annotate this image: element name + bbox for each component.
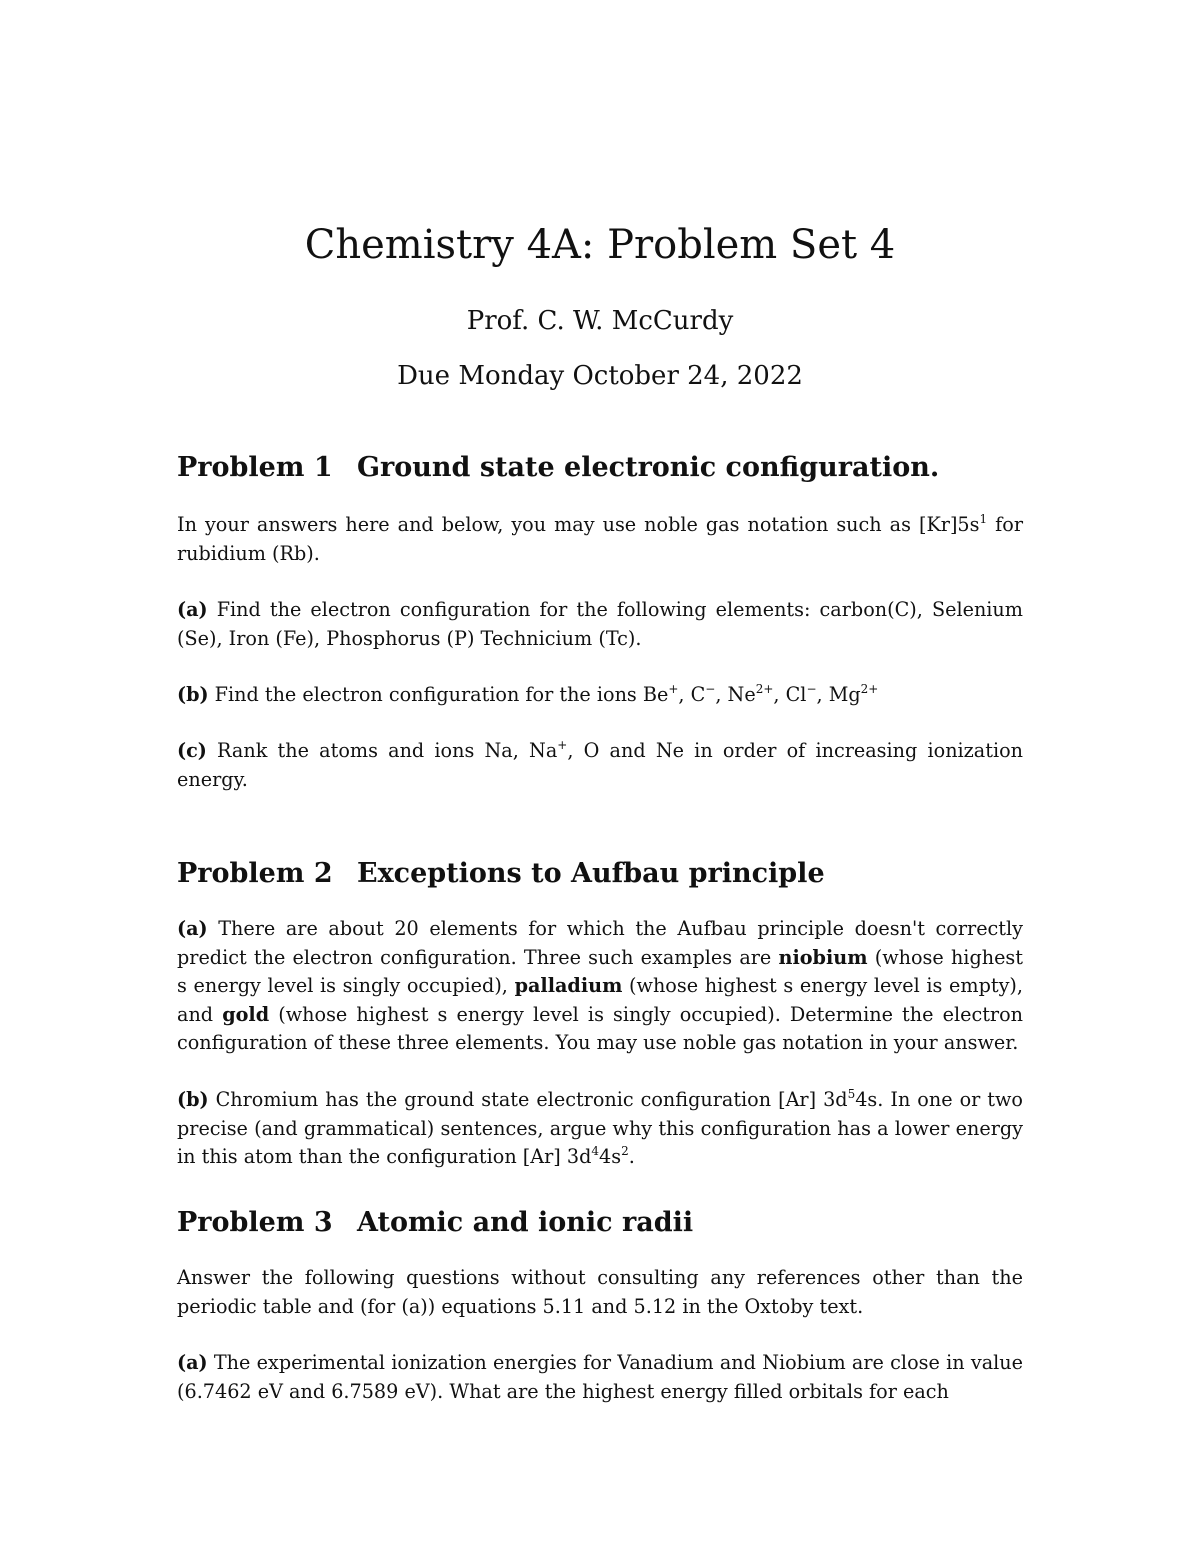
- text-run: .: [628, 1145, 635, 1168]
- text-run: (whose highest s energy level is singly occupied),: [177, 945, 1023, 997]
- superscript: −: [705, 682, 716, 696]
- text-run: 4s: [599, 1145, 622, 1168]
- problem-1a: [177, 596, 1023, 653]
- superscript: −: [806, 682, 817, 696]
- part-label: (a): [177, 598, 208, 621]
- problem-1b: [177, 681, 1023, 710]
- problem-3-title: Atomic and ionic radii: [357, 1207, 694, 1238]
- part-label: (c): [177, 739, 207, 762]
- text-run: The experimental ionization energies for Vanadium and Niobium are close in value (6.7462 eV and 6.7589 eV). What are the highest energy filled orbitals for each: [177, 1351, 1023, 1403]
- text-run: (whose highest s energy level is singly occupied). Determine the electron configuration of these three elements. You may use noble gas notation in your answer.: [177, 1002, 1023, 1054]
- text-run: Find the electron configuration for the following elements: carbon(C), Selenium (Se), Iron (Fe), Phosphorus (P) Technicium (Tc).: [177, 598, 1023, 650]
- problem-2a: [177, 915, 1023, 1058]
- problem-1-number: Problem 1: [177, 452, 333, 483]
- problem-1-intro: [177, 511, 1023, 568]
- superscript: +: [668, 682, 679, 696]
- part-label: (a): [177, 1351, 208, 1374]
- problem-2-title: Exceptions to Aufbau principle: [357, 858, 825, 889]
- bold-term: palladium: [514, 974, 623, 997]
- superscript: 1: [979, 512, 988, 526]
- text-run: , C: [678, 683, 706, 706]
- problem-1-title: Ground state electronic configuration.: [357, 452, 940, 483]
- author-line: Prof. C. W. McCurdy: [466, 306, 734, 336]
- bold-term: niobium: [778, 945, 868, 969]
- document-title: Chemistry 4A: Problem Set 4: [304, 222, 896, 268]
- superscript: +: [557, 738, 568, 752]
- part-label: (a): [177, 917, 208, 940]
- text-run: , Cl: [773, 683, 807, 706]
- superscript: 2+: [860, 682, 879, 696]
- superscript: 2+: [755, 682, 774, 696]
- text-run: , Mg: [816, 683, 861, 706]
- problem-3-number: Problem 3: [177, 1207, 333, 1238]
- problem-3a: [177, 1349, 1023, 1406]
- text-run: , Ne: [715, 683, 756, 706]
- problem-1c: [177, 737, 1023, 794]
- due-date: Due Monday October 24, 2022: [397, 361, 803, 391]
- text-run: In your answers here and below, you may use noble gas notation such as [Kr]5s: [177, 513, 980, 536]
- problem-2-heading: [177, 858, 1027, 889]
- text-run: for rubidium (Rb).: [177, 513, 1023, 565]
- problem-2-number: Problem 2: [177, 858, 333, 889]
- superscript: 4: [591, 1144, 600, 1158]
- text-run: There are about 20 elements for which the Aufbau principle doesn't correctly predict the electron configuration. Three such examples are: [177, 917, 1023, 969]
- text-run: Rank the atoms and ions Na, Na: [206, 739, 558, 762]
- problem-3-heading: [177, 1207, 1027, 1238]
- text-run: (whose highest s energy level is empty), and: [177, 974, 1023, 1026]
- part-label: (b): [177, 683, 209, 706]
- text-run: Chromium has the ground state electronic configuration [Ar] 3d: [208, 1088, 848, 1111]
- problem-1-heading: [177, 452, 1027, 483]
- text-run: 4s. In one or two precise (and grammatical) sentences, argue why this configuration has a lower energy in this atom than the configuration [Ar] 3d: [177, 1088, 1023, 1168]
- bold-term: gold: [222, 1002, 270, 1026]
- problem-3-intro: Answer the following questions without consulting any references other than the periodic table and (for (a)) equations 5.11 and 5.12 in the Oxtoby text.: [177, 1266, 1023, 1318]
- text-run: Find the electron configuration for the ions Be: [208, 683, 669, 706]
- problem-2b: [177, 1086, 1023, 1172]
- part-label: (b): [177, 1088, 209, 1111]
- superscript: 2: [621, 1144, 629, 1158]
- superscript: 5: [847, 1087, 856, 1101]
- text-run: , O and Ne in order of increasing ionization energy.: [177, 739, 1023, 791]
